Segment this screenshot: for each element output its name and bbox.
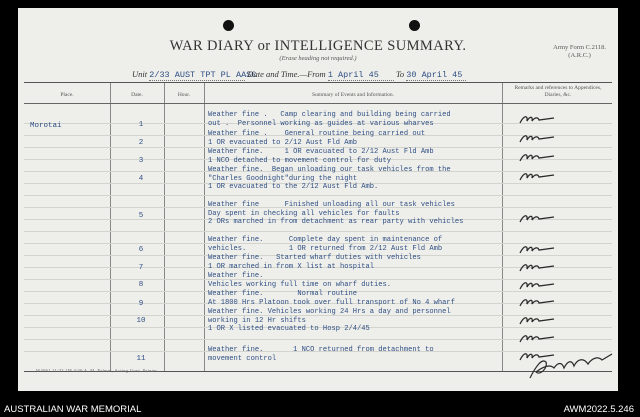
printer-note: W4061 11/43 1M 4/40 A. M. Palmer, Acting Govt. Printer xyxy=(36,368,158,373)
diary-sheet xyxy=(18,8,618,391)
from-value: 1 April 45 xyxy=(327,70,379,80)
remark-initials xyxy=(514,150,574,164)
caption-right: AWM2022.5.246 xyxy=(563,404,634,415)
from-field xyxy=(328,69,394,81)
remark-initials xyxy=(514,169,574,183)
header-date: Date. xyxy=(131,92,143,98)
remark-initials xyxy=(514,260,574,274)
header-rule xyxy=(24,103,612,104)
entry-date: 2 xyxy=(138,139,144,147)
caption-left: AUSTRALIAN WAR MEMORIAL xyxy=(4,404,142,415)
punch-hole xyxy=(223,20,234,31)
punch-hole xyxy=(409,20,420,31)
diary-table xyxy=(24,82,612,372)
unit-value: 2/33 AUST TPT PL AASC xyxy=(149,70,257,80)
entry-date: 1 xyxy=(138,121,144,129)
entry-date: 3 xyxy=(138,157,144,165)
entry-date: 4 xyxy=(138,175,144,183)
entry-date: 11 xyxy=(136,355,146,363)
entry-text: Weather fine. Vehicles working full time on wharf duties. xyxy=(208,272,392,289)
place-value: Morotai xyxy=(30,122,62,130)
form-title: WAR DIARY or INTELLIGENCE SUMMARY. xyxy=(169,38,467,54)
entry-text: Weather fine. Normal routine At 1800 Hrs Platoon took over full transport of No 4 wharf xyxy=(208,290,455,307)
unit-field xyxy=(149,69,257,81)
remark-initials xyxy=(514,313,574,327)
remark-initials xyxy=(514,331,574,345)
remark-initials xyxy=(514,295,574,309)
entry-date: 7 xyxy=(138,264,144,272)
to-label: To xyxy=(395,69,405,79)
unit-label: Unit xyxy=(132,69,148,79)
form-number-sub: (A.R.C.) xyxy=(568,52,591,59)
to-field xyxy=(406,69,466,81)
entry-text: Weather fine. Complete day spent in maintenance of vehicles. 1 OR returned from 2/12 Aust Fld Amb xyxy=(208,236,443,253)
entry-text: Weather fine. Began unloading our task vehicles from the "Charles Goodnight"during the night 1 OR evacuated to the 2/12 Aust Fld Amb. xyxy=(208,166,451,191)
entry-date: 8 xyxy=(138,281,144,289)
entry-date: 10 xyxy=(136,317,146,325)
handwritten-signature xyxy=(526,348,616,384)
remark-initials xyxy=(514,242,574,256)
header-place: Place. xyxy=(60,92,74,98)
entry-text: Weather fine. Started wharf duties with vehicles 1 OR marched in from X list at hospital xyxy=(208,254,421,271)
entry-text: Weather fine Finished unloading all our task vehicles Day spent in checking all vehicles for faults 2 ORs marched in from detachment as rear party with vehicles xyxy=(208,201,464,226)
form-subtitle: (Erase heading not required.) xyxy=(279,55,357,62)
form-number-text: Army Form C.2118. xyxy=(553,44,606,51)
to-value: 30 April 45 xyxy=(406,70,463,80)
entry-text: Weather fine . Camp clearing and building being carried out . Personnel working as guides at various wharves xyxy=(208,111,451,128)
header-summary: Summary of Events and Information. xyxy=(311,92,395,98)
entry-date: 6 xyxy=(138,246,144,254)
entry-date: 9 xyxy=(138,300,144,308)
entry-text: Weather fine. Vehicles working 24 Hrs a day and personnel working in 12 Hr shifts 1 OR X listed evacuated to Hosp 2/4/45 xyxy=(208,308,451,333)
entry-text: Weather fine. 1 OR evacuated to 2/12 Aust Fld Amb 1 NCO detached to movement control for duty xyxy=(208,148,434,165)
header-hour: Hour. xyxy=(177,92,191,98)
header-remarks: Remarks and references to Appendices, Diaries, &c. xyxy=(514,85,602,98)
entry-text: Weather fine . General routine being carried out 1 OR evacuated to 2/12 Aust Fld Amb xyxy=(208,130,426,147)
datetime-label: Date and Time.—From xyxy=(247,69,326,79)
remark-initials xyxy=(514,131,574,145)
unit-line xyxy=(132,69,466,81)
remark-initials xyxy=(514,211,574,225)
entry-text: Weather fine. 1 NCO returned from detachment to movement control xyxy=(208,346,434,363)
entry-date: 5 xyxy=(138,212,144,220)
remark-initials xyxy=(514,112,574,126)
form-number xyxy=(553,44,606,60)
remark-initials xyxy=(514,278,574,292)
